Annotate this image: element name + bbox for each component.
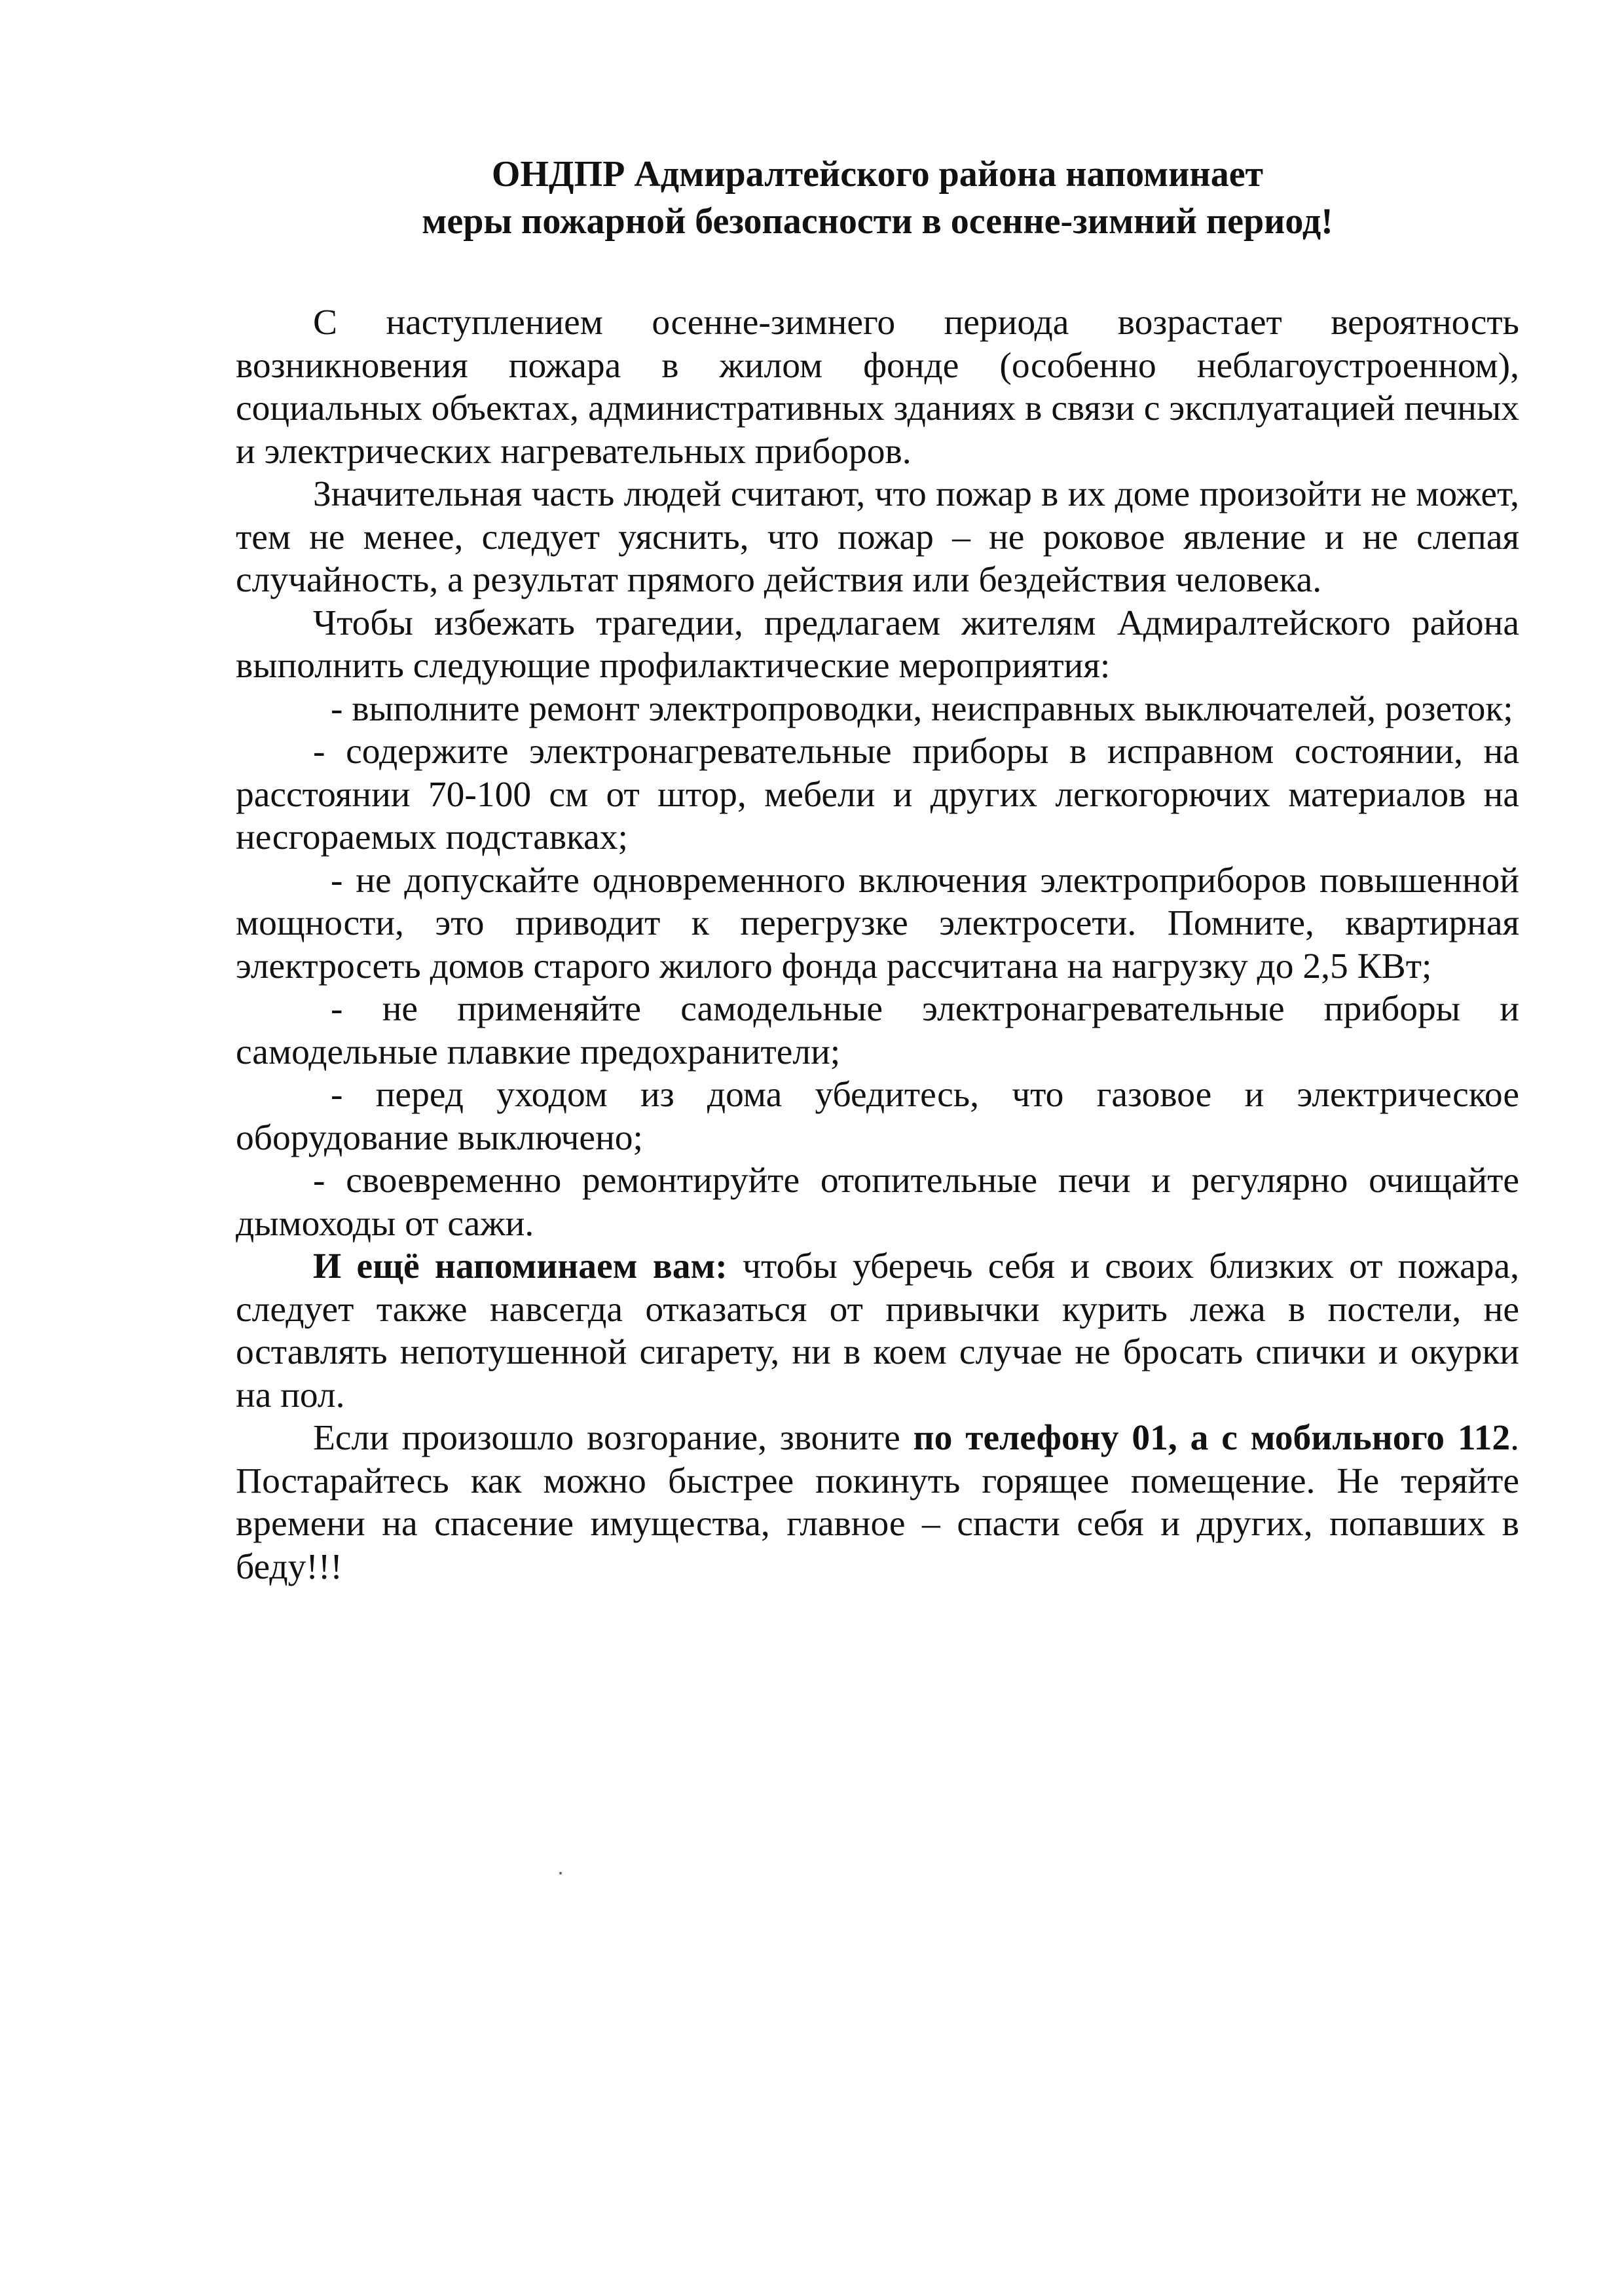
measure-item: - своевременно ремонтируйте отопительные печи и регулярно очищайте дымоходы от сажи. <box>236 1161 1519 1244</box>
measure-item: - содержите электронагревательные приборы в исправном состоянии, на расстоянии 70-100 см от штор, мебели и других легкогорючих материалов на несгораемых подставках; <box>236 732 1519 857</box>
intro-paragraph-3: Чтобы избежать трагедии, предлагаем жителям Адмиралтейского района выполнить следующие профилактические мероприятия: <box>236 603 1519 686</box>
intro-paragraph-2: Значительная часть людей считают, что пожар в их доме произойти не может, тем не менее, следует уяснить, что пожар – не роковое явление и не слепая случайность, а результат прямого действия или бездействия человека. <box>236 474 1519 600</box>
measure-item: - не допускайте одновременного включения электроприборов повышенной мощности, это приводит к перегрузке электросети. Помните, квартирная электросеть домов старого жилого фонда рассчитана на нагрузку до 2,5 КВт; <box>236 860 1519 986</box>
reminder-text: чтобы уберечь себя и своих близких от пожара, следует также навсегда отказаться от привычки курить лежа в постели, не оставлять непотушенной сигарету, ни в коем случае не бросать спички и окурки на пол. <box>236 1246 1519 1415</box>
title-line-1: ОНДПР Адмиралтейского района напоминает <box>491 154 1264 195</box>
measures-list <box>236 688 1519 1246</box>
document-body <box>236 151 1519 1588</box>
title-line-2: меры пожарной безопасности в осенне-зимний период! <box>422 201 1333 242</box>
intro-paragraph-1: С наступлением осенне-зимнего периода возрастает вероятность возникновения пожара в жилом фонде (особенно неблагоустроенном), социальных объектах, административных зданиях в связи с эксплуатацией печных и электрических нагревательных приборов. <box>236 303 1519 472</box>
reminder-paragraph <box>236 1245 1519 1417</box>
scan-speck <box>559 1872 562 1875</box>
measure-item: - не применяйте самодельные электронагревательные приборы и самодельные плавкие предохранители; <box>236 989 1519 1072</box>
reminder-lead: И ещё напоминаем вам: <box>313 1246 728 1286</box>
emergency-paragraph <box>236 1417 1519 1588</box>
emergency-text-before: Если произошло возгорание, звоните <box>313 1418 913 1458</box>
emergency-text-after: . Постарайтесь как можно быстрее покинуть горящее помещение. Не теряйте времени на спасение имущества, главное – спасти себя и других, попавших в беду!!! <box>236 1418 1519 1587</box>
measure-item: - перед уходом из дома убедитесь, что газовое и электрическое оборудование выключено; <box>236 1075 1519 1158</box>
document-title <box>236 151 1519 245</box>
emergency-phone-numbers: по телефону 01, а с мобильного 112 <box>913 1418 1511 1458</box>
measure-item: - выполните ремонт электропроводки, неисправных выключателей, розеток; <box>331 688 1513 729</box>
